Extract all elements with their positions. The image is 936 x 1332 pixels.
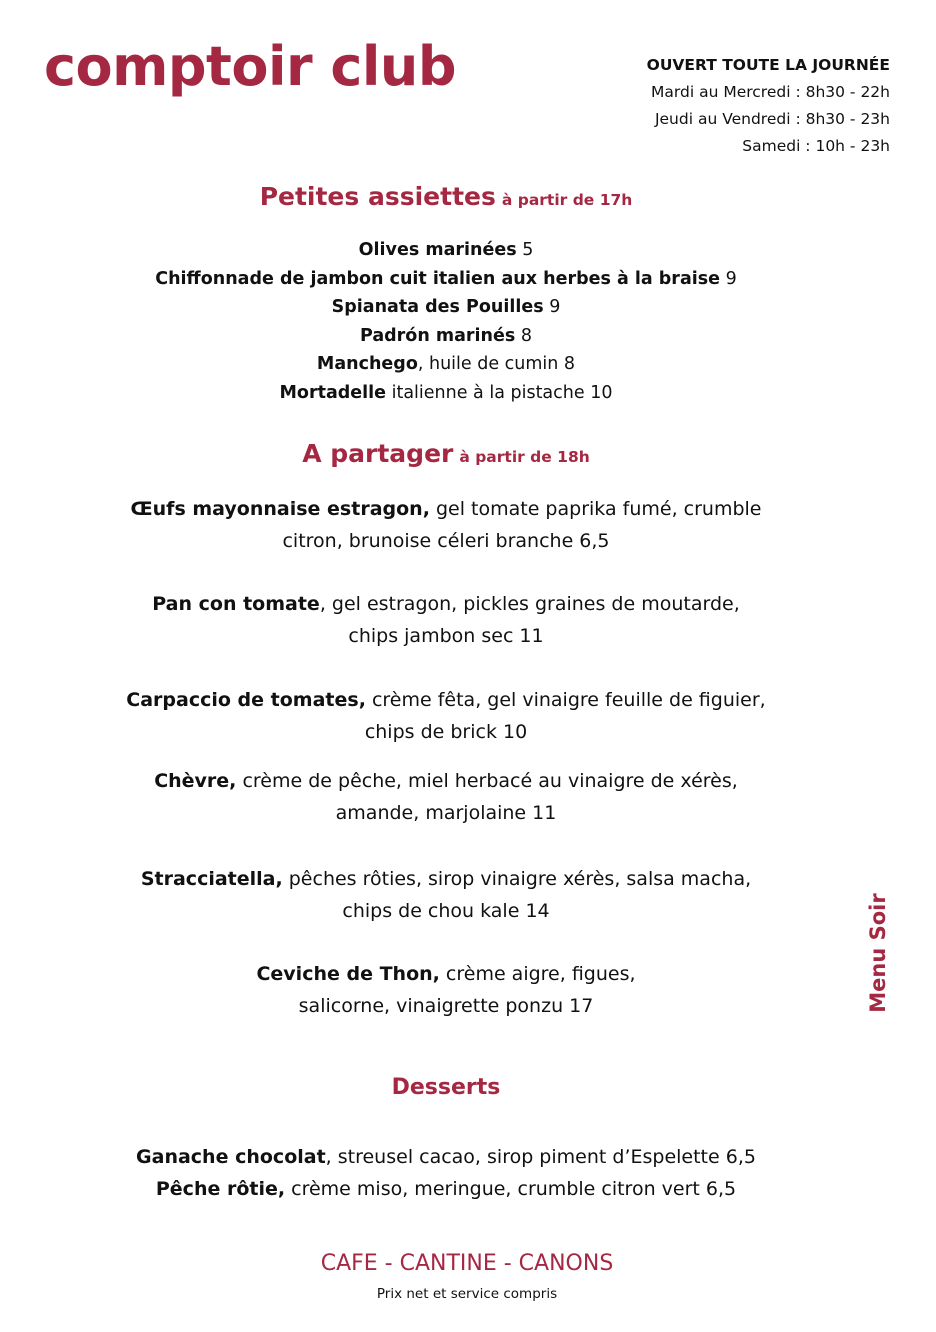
- item-name: Stracciatella,: [140, 868, 283, 890]
- item-name: Chiffonnade de jambon cuit italien aux herbes à la braise: [155, 268, 721, 289]
- item-desc: 8: [515, 325, 532, 346]
- menu-item: [0, 685, 892, 748]
- menu-item: [0, 864, 892, 927]
- item-desc: crème miso, meringue, crumble citron vert 6,5: [285, 1177, 737, 1200]
- hours-line: Mardi au Mercredi : 8h30 - 22h: [651, 83, 890, 101]
- item-name: Olives marinées: [358, 240, 517, 260]
- item-desc: , streusel cacao, sirop piment d’Espelette 6,5: [325, 1146, 756, 1168]
- item-desc: crème aigre, figues,: [439, 963, 636, 985]
- menu-soir-label: Menu Soir: [866, 893, 890, 1013]
- item-desc-line2: salicorne, vinaigrette ponzu 17: [298, 994, 594, 1017]
- item-desc: gel tomate paprika fumé, crumble: [429, 498, 762, 520]
- item-desc: pêches rôties, sirop vinaigre xérès, salsa macha,: [282, 868, 752, 890]
- section-title-text: A partager: [302, 439, 454, 468]
- item-desc: 5: [516, 240, 534, 260]
- petites-assiettes-title: [0, 184, 892, 209]
- item-name: Pêche rôtie,: [155, 1177, 286, 1200]
- item-desc: crème fêta, gel vinaigre feuille de figuier,: [365, 689, 766, 711]
- menu-item: [0, 494, 892, 557]
- item-name: Spianata des Pouilles: [331, 297, 544, 318]
- menu-item: [0, 766, 892, 829]
- item-desc-line2: chips de chou kale 14: [342, 899, 550, 922]
- item-name: Chèvre,: [154, 770, 237, 792]
- item-name: Carpaccio de tomates,: [126, 689, 366, 711]
- item-name: Manchego: [316, 354, 418, 375]
- item-desc-line2: amande, marjolaine 11: [335, 801, 557, 824]
- petites-assiettes-list: [0, 236, 892, 408]
- item-desc-line2: chips de brick 10: [364, 720, 528, 743]
- footer-note: Prix net et service compris: [376, 1286, 558, 1302]
- menu-item: [0, 236, 892, 265]
- item-desc: italienne à la pistache 10: [386, 382, 613, 403]
- item-desc: 9: [543, 297, 561, 318]
- item-desc-line2: chips jambon sec 11: [348, 624, 544, 647]
- menu-item: [0, 1142, 892, 1174]
- item-name: Œufs mayonnaise estragon,: [130, 498, 430, 520]
- item-desc: crème de pêche, miel herbacé au vinaigre de xérès,: [236, 770, 738, 792]
- item-name: Pan con tomate: [152, 593, 320, 615]
- desserts-title: Desserts: [391, 1075, 501, 1100]
- section-subtitle: à partir de 17h: [501, 191, 633, 209]
- item-desc: , huile de cumin 8: [417, 354, 576, 375]
- desserts-list: [0, 1142, 892, 1205]
- item-desc: , gel estragon, pickles graines de moutarde,: [319, 593, 740, 615]
- opening-hours: [647, 52, 890, 160]
- item-name: Mortadelle: [279, 382, 387, 403]
- menu-item: [0, 959, 892, 1022]
- menu-item: [0, 322, 892, 351]
- item-name: Ganache chocolat: [136, 1146, 326, 1168]
- hours-line: Jeudi au Vendredi : 8h30 - 23h: [654, 110, 890, 128]
- item-name: Ceviche de Thon,: [256, 963, 440, 985]
- hours-line: Samedi : 10h - 23h: [742, 137, 890, 155]
- menu-item: [0, 1174, 892, 1206]
- menu-item: [0, 379, 892, 408]
- brand-logo: comptoir club: [44, 35, 456, 98]
- a-partager-title: [0, 441, 892, 466]
- hours-title: OUVERT TOUTE LA JOURNÉE: [646, 56, 890, 74]
- item-name: Padrón marinés: [359, 325, 516, 346]
- section-title-text: Petites assiettes: [259, 182, 496, 211]
- menu-item: [0, 265, 892, 294]
- menu-item: [0, 350, 892, 379]
- menu-item: [0, 293, 892, 322]
- footer-tagline: CAFE - CANTINE - CANONS: [320, 1251, 614, 1276]
- menu-item: [0, 589, 892, 652]
- item-desc-line2: citron, brunoise céleri branche 6,5: [282, 529, 610, 552]
- item-desc: 9: [720, 268, 737, 289]
- section-subtitle: à partir de 18h: [459, 448, 590, 466]
